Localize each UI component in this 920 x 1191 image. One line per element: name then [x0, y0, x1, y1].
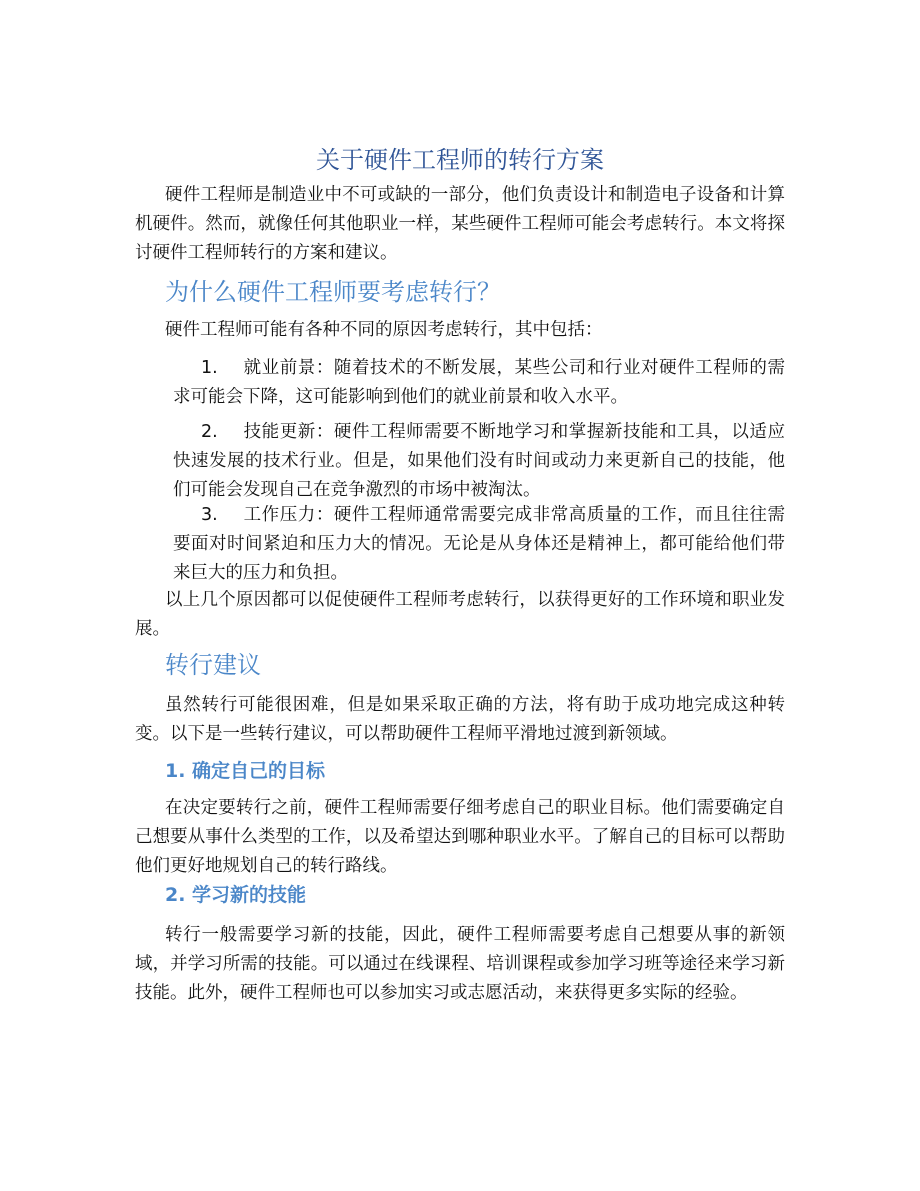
intro-paragraph: 硬件工程师是制造业中不可或缺的一部分，他们负责设计和制造电子设备和计算机硬件。然而，就像任何其他职业一样，某些硬件工程师可能会考虑转行。本文将探讨硬件工程师转行的方案和建议。	[135, 185, 785, 263]
goals-paragraph: 在决定要转行之前，硬件工程师需要仔细考虑自己的职业目标。他们需要确定自己想要从事什么类型的工作，以及希望达到哪种职业水平。了解自己的目标可以帮助他们更好地规划自己的转行路线。	[135, 798, 785, 876]
list-item-1	[173, 354, 785, 412]
list-text: 工作压力：硬件工程师通常需要完成非常高质量的工作，而且往往需要面对时间紧迫和压力大的情况。无论是从身体还是精神上，都可能给他们带来巨大的压力和负担。	[173, 505, 785, 583]
reasons-lead: 硬件工程师可能有各种不同的原因考虑转行，其中包括：	[165, 320, 603, 340]
section-heading-why: 为什么硬件工程师要考虑转行？	[165, 278, 501, 306]
section-heading-advice: 转行建议	[165, 651, 261, 679]
skills-paragraph: 转行一般需要学习新的技能，因此，硬件工程师需要考虑自己想要从事的新领域，并学习所需的技能。可以通过在线课程、培训课程或参加学习班等途径来学习新技能。此外，硬件工程师也可以参加实习或志愿活动，来获得更多实际的经验。	[135, 925, 785, 1003]
advice-intro: 虽然转行可能很困难，但是如果采取正确的方法，将有助于成功地完成这种转变。以下是一些转行建议，可以帮助硬件工程师平滑地过渡到新领域。	[135, 695, 785, 744]
list-number: 2.	[201, 422, 218, 442]
list-number: 1.	[201, 358, 218, 378]
list-number: 3.	[201, 505, 218, 525]
reasons-conclusion: 以上几个原因都可以促使硬件工程师考虑转行，以获得更好的工作环境和职业发展。	[135, 590, 785, 639]
list-item-2	[173, 418, 785, 505]
list-text: 技能更新：硬件工程师需要不断地学习和掌握新技能和工具，以适应快速发展的技术行业。但是，如果他们没有时间或动力来更新自己的技能，他们可能会发现自己在竞争激烈的市场中被淘汰。	[173, 422, 785, 500]
list-item-3	[173, 501, 785, 588]
subheading-goals: 1. 确定自己的目标	[165, 760, 326, 782]
subheading-skills: 2. 学习新的技能	[165, 884, 307, 906]
document-title: 关于硬件工程师的转行方案	[316, 146, 604, 174]
list-text: 就业前景：随着技术的不断发展，某些公司和行业对硬件工程师的需求可能会下降，这可能影响到他们的就业前景和收入水平。	[173, 358, 785, 407]
